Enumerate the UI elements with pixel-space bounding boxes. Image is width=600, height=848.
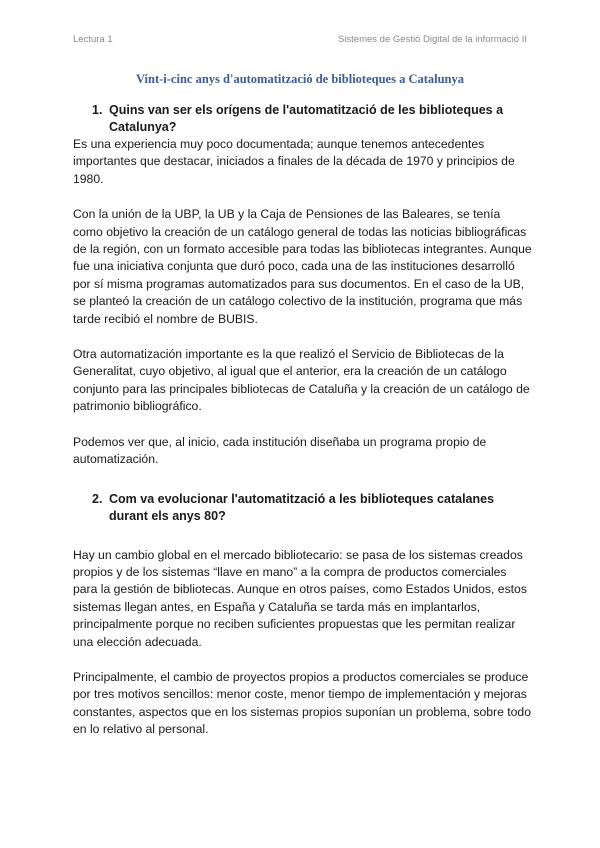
question-1-text: Quins van ser els orígens de l'automatització de les biblioteques a Catalunya? (109, 103, 504, 134)
page-header (73, 34, 527, 48)
document-body (73, 102, 533, 757)
section-1-paragraph-3: Otra automatización importante es la que realizó el Servicio de Bibliotecas de la Generalitat, cuyo objetivo, al igual que el anterior, era la creación de un catálogo conjunto para las principales bibliotecas de Cataluña y la creación de un catálogo de patrimonio bibliográfico. (73, 347, 530, 414)
question-1-number: 1. (92, 103, 103, 117)
question-1 (92, 102, 533, 136)
question-2-number: 2. (92, 491, 103, 506)
section-2-paragraph-2: Principalmente, el cambio de proyectos propios a productos comerciales se produce por tres motivos sencillos: menor coste, menor tiempo de implementación y mejoras constantes, aspectos que en los sistemas propios suponían un problema, sobre todo en lo relativo al personal. (73, 669, 531, 737)
question-2 (92, 491, 533, 525)
header-right-label: Sistemes de Gestió Digital de la informació II (337, 34, 527, 45)
document-title: Vint-i-cinc anys d'automatització de biblioteques a Catalunya (135, 72, 465, 86)
header-left-label: Lectura 1 (73, 34, 113, 45)
section-2-paragraph-1: Hay un cambio global en el mercado bibliotecario: se pasa de los sistemas creados propios y de los sistemas “llave en mano” a la compra de productos comerciales para la gestión de bibliotecas. Aunque en otros países, como Estados Unidos, estos sistemas llegan antes, en España y Cataluña se tarda más en implantarlos, principalmente porque no reciben suficientes propuestas que les permitan realizar una elección adecuada. (73, 547, 527, 649)
section-1-paragraph-2: Con la unión de la UBP, la UB y la Caja de Pensiones de las Baleares, se tenía como objetivo la creación de un catálogo general de todas las noticias bibliográficas de la región, con un formato accesible para todas las bibliotecas integrantes. Aunque fue una iniciativa conjunta que duró poco, cada una de las instituciones desarrolló por sí misma programas automatizados para sus documentos. En el caso de la UB, se planteó la creación de un catálogo colectivo de la institución, programa que más tarde recibió el nombre de BUBIS. (73, 207, 532, 326)
section-1-paragraph-4: Podemos ver que, al inicio, cada institución diseñaba un programa propio de automatización. (73, 434, 487, 467)
question-2-text: Com va evolucionar l'automatització a les biblioteques catalanes durant els anys 80? (109, 491, 495, 523)
section-1-paragraph-1: Es una experiencia muy poco documentada; aunque tenemos antecedentes importantes que destacar, iniciados a finales de la década de 1970 y principios de 1980. (73, 137, 515, 186)
